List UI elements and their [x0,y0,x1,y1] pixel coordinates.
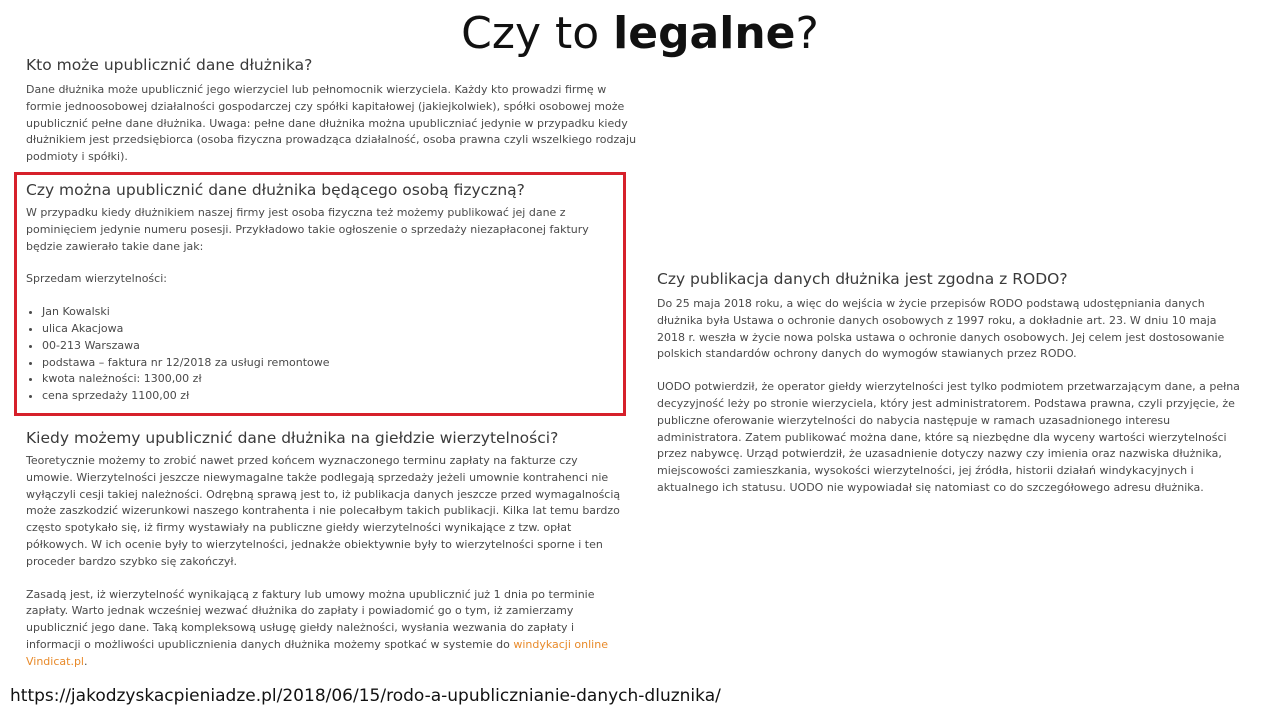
section2-heading: Czy można upublicznić dane dłużnika będącego osobą fizyczną? [26,181,525,199]
debtor-data-list [26,304,626,405]
section4-para2: UODO potwierdził, że operator giełdy wierzytelności jest tylko podmiotem przetwarzającym dane, a pełna decyzyjność leży po stronie wierzyciela, który jest administratorem. Podstawa prawna, czyli przyjęcie, że publiczne oferowanie wierzytelności do nabycia następuje w ramach uzasadnionego interesu administratora. Zatem publikować można dane, które są niezbędne dla wyceny wartości wierzytelności przez nabywcę. Urząd potwierdził, że uzasadnienie dotyczy nazwy czy imienia oraz nazwiska dłużnika, miejscowości zamieszkania, wysokości wierzytelności, jej źródła, historii działań windykacyjnych i aktualnego ich statusu. UODO nie wypowiadał się natomiast co do szczegółowego adresu dłużnika. [657,380,1240,494]
list-item: • kwota należności: 1300,00 zł [42,371,626,388]
slide-title [0,8,1280,59]
section-natural-person [26,181,626,405]
source-url: https://jakodzyskacpieniadze.pl/2018/06/15/rodo-a-upublicznianie-danych-dluznika/ [10,686,721,706]
list-item: • Jan Kowalski [42,304,626,321]
section2-list-title: Sprzedam wierzytelności: [26,272,167,286]
section3-heading: Kiedy możemy upublicznić dane dłużnika na giełdzie wierzytelności? [26,429,559,447]
section3-para1: Teoretycznie możemy to zrobić nawet przed końcem wyznaczonego terminu zapłaty na fakturze czy umowie. Wierzytelności jeszcze niewymagalne także podlegają sprzedaży jeżeli umownie kontrahenci nie wyłączyli cesji takiej należności. Odrębną sprawą jest to, iż publikacja danych jeszcze przed wymagalnością może zaszkodzić wizerunkowi naszego kontrahenta i nie polecałbym takich publikacji. Kilka lat temu bardzo często spotykało się, iż firmy wystawiały na publiczne giełdy wierzytelności wynikające z tzw. opłat półkowych. W ich ocenie były to wierzytelności, jednakże obiektywnie były to wierzytelności sporne i ten proceder bardzo szybko się zakończył. [26,454,621,568]
list-item: • podstawa – faktura nr 12/2018 za usługi remontowe [42,355,626,372]
section4-para1: Do 25 maja 2018 roku, a więc do wejścia w życie przepisów RODO podstawą udostępniania danych dłużnika była Ustawa o ochronie danych osobowych z 1997 roku, a dokładnie art. 23. W dniu 10 maja 2018 r. weszła w życie nowa polska ustawa o ochronie danych osobowych. Jej celem jest dostosowanie polskich standardów ochrony danych do wymogów stawianych przez RODO. [657,297,1225,361]
list-item: • ulica Akacjowa [42,321,626,338]
list-item: • cena sprzedaży 1100,00 zł [42,388,626,405]
section4-heading: Czy publikacja danych dłużnika jest zgodna z RODO? [657,270,1068,288]
section-when-publish [26,429,626,671]
vindicat-link[interactable]: windykacji online Vindicat.pl [26,637,608,668]
section-who-can-publish [26,56,641,166]
title-end: ? [795,8,819,59]
title-bold-word: legalne [613,8,796,59]
section3-para2-end: . [84,654,88,668]
section1-heading: Kto może upublicznić dane dłużnika? [26,56,313,74]
section3-para2 [26,587,626,671]
list-item: • 00-213 Warszawa [42,338,626,355]
section3-para2-text: Zasadą jest, iż wierzytelność wynikającą z faktury lub umowy można upublicznić już 1 dnia po terminie zapłaty. Warto jednak wcześniej wezwać dłużnika do zapłaty i powiadomić go o tym, iż zamierzamy upublicznić jego dane. Taką kompleksową usługę giełdy należności, wysłania wezwania do zapłaty i informacji o możliwości upublicznienia danych dłużnika możemy spotkać w systemie do [26,587,595,651]
section1-body: Dane dłużnika może upublicznić jego wierzyciel lub pełnomocnik wierzyciela. Każdy kto prowadzi firmę w formie jednoosobowej działalności gospodarczej czy spółki kapitałowej (jakiejkolwiek), spółki osobowej może upublicznić pełne dane dłużnika. Uwaga: pełne dane dłużnika można upubliczniać jedynie w przypadku kiedy dłużnikiem jest przedsiębiorca (osoba fizyczna prowadząca działalność, osoba prawna czyli wszelkiego rodzaju podmioty i spółki). [26,83,637,164]
section-rodo [657,270,1247,497]
title-text: Czy to [461,8,614,59]
section2-body: W przypadku kiedy dłużnikiem naszej firmy jest osoba fizyczna też możemy publikować jej dane z pominięciem jedynie numeru posesji. Przykładowo takie ogłoszenie o sprzedaży niezapłaconej faktury będzie zawierało takie dane jak: [26,206,589,253]
